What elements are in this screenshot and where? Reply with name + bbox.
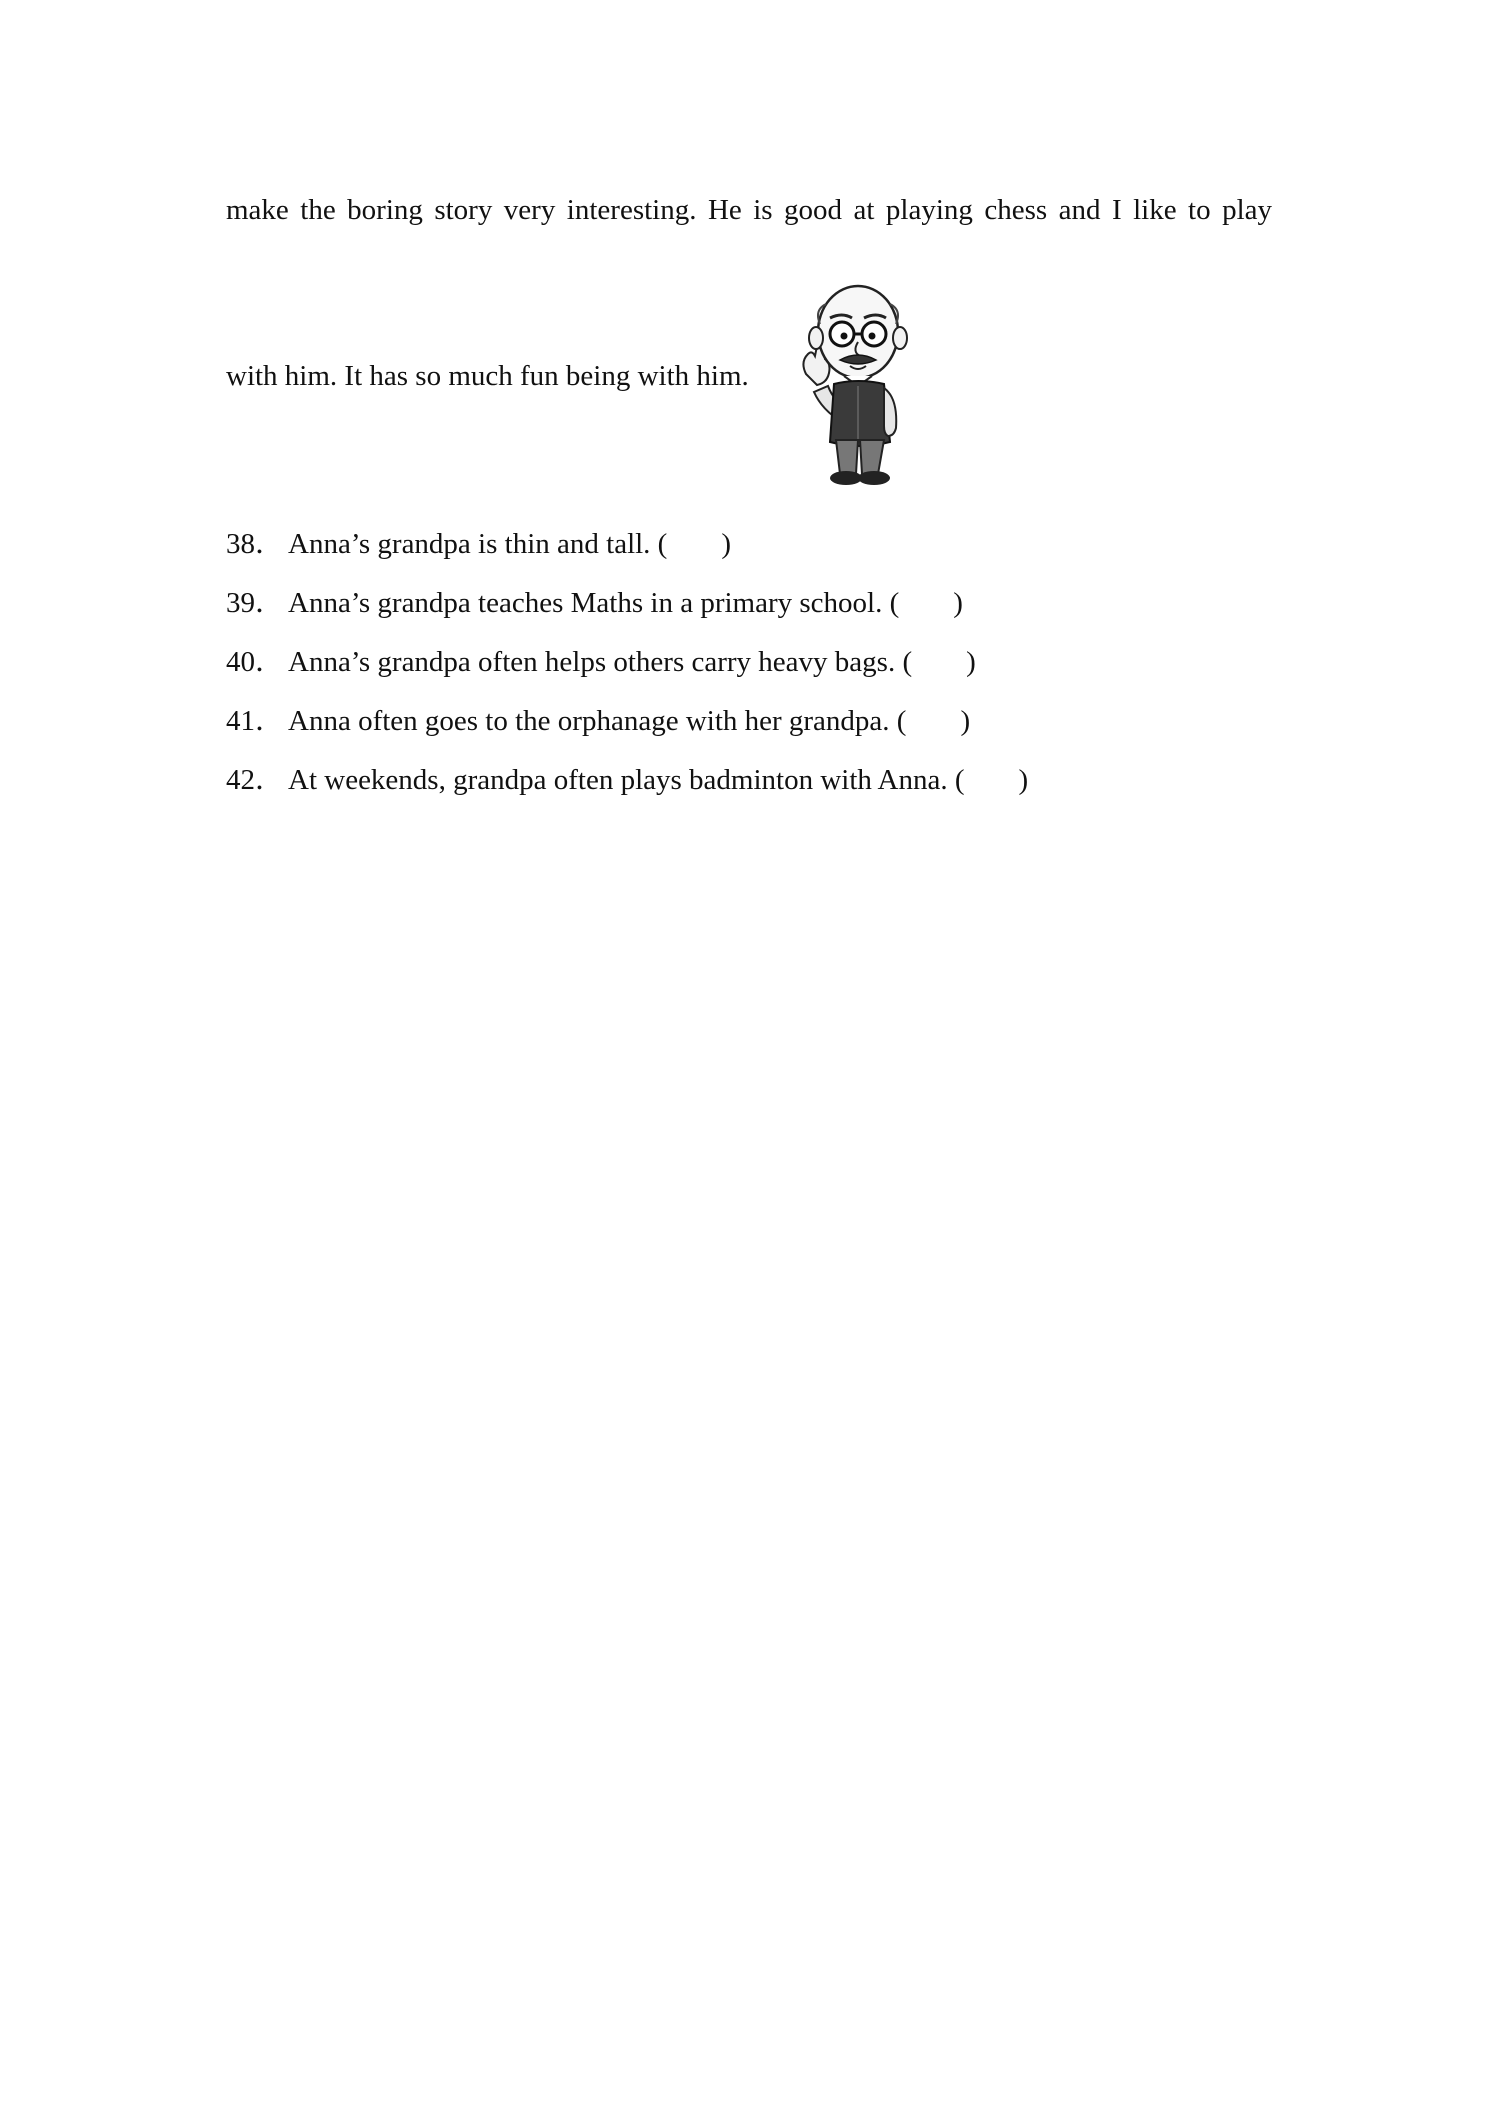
question-item <box>226 585 1028 644</box>
answer-close-paren: ) <box>953 587 963 619</box>
passage-line-1: make the boring story very interesting. He is good at playing chess and I like to play <box>226 194 1272 226</box>
question-text: At weekends, grandpa often plays badminton with Anna. ( <box>288 764 965 796</box>
grandpa-illustration <box>792 262 934 490</box>
question-item <box>226 526 1028 585</box>
question-text: Anna often goes to the orphanage with her grandpa. ( <box>288 705 907 737</box>
question-item <box>226 762 1028 821</box>
answer-close-paren: ) <box>966 646 976 678</box>
answer-close-paren: ) <box>960 705 971 737</box>
question-number: 41． <box>226 705 285 737</box>
question-list <box>226 526 1028 821</box>
cartoon-grandpa-waving-icon <box>792 262 934 490</box>
answer-close-paren: ) <box>721 528 732 560</box>
question-item <box>226 703 1028 762</box>
question-number: 42． <box>226 764 285 796</box>
question-item <box>226 644 1028 703</box>
question-number: 38． <box>226 528 285 560</box>
question-text: Anna’s grandpa often helps others carry heavy bags. ( <box>288 646 913 678</box>
question-text: Anna’s grandpa is thin and tall. ( <box>288 528 668 560</box>
question-text: Anna’s grandpa teaches Maths in a primary school. ( <box>288 587 900 619</box>
question-number: 39． <box>226 587 285 619</box>
question-number: 40． <box>226 646 285 678</box>
answer-close-paren: ) <box>1018 764 1029 796</box>
passage-line-2: with him. It has so much fun being with him. <box>226 360 749 392</box>
